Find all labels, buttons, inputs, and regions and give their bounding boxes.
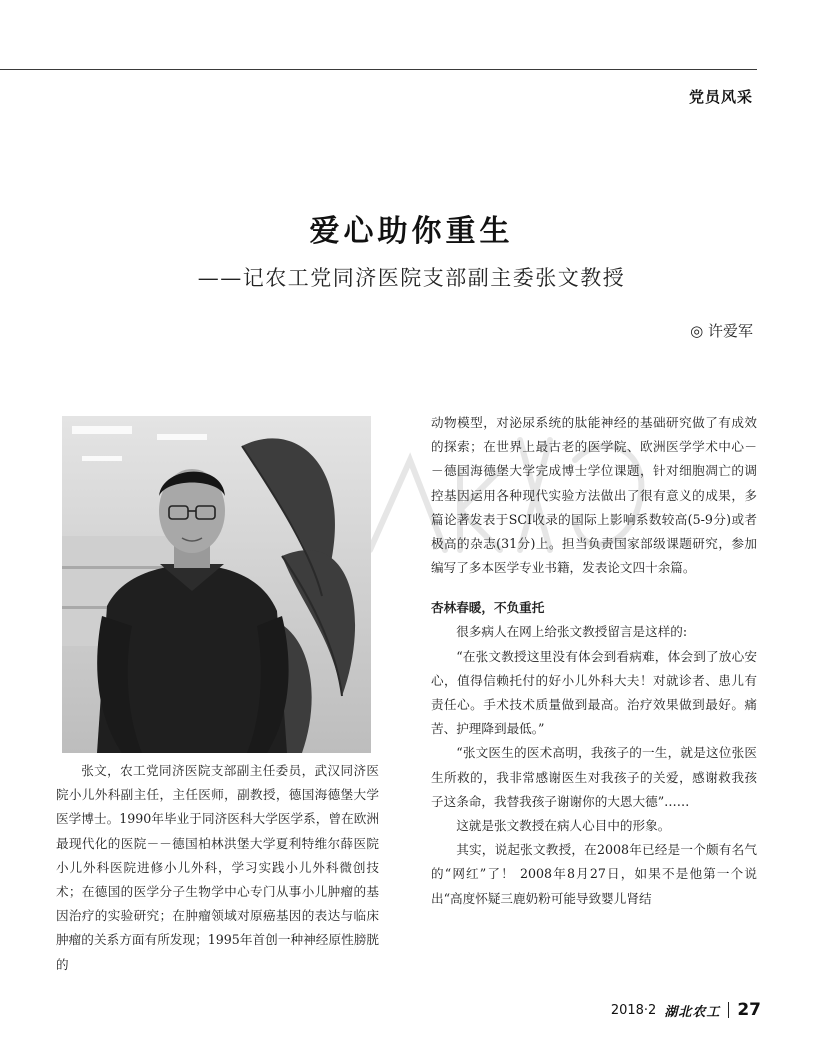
portrait-photo (62, 416, 371, 753)
page-number: 27 (737, 1000, 761, 1020)
article-subtitle: ——记农工党同济医院支部副主委张文教授 (197, 266, 626, 290)
body-paragraph: 张文，农工党同济医院支部副主任委员，武汉同济医院小儿外科副主任，主任医师，副教授，德国海德堡大学医学博士。1990年毕业于同济医科大学医学系，曾在欧洲最现代化的医院－－德国柏林洪堡大学夏利特维尔薛医院小儿外科医院进修小儿外科，学习实践小儿外科微创技术；在德国的医学分子生物学中心专门从事小儿肿瘤的基因治疗的实验研究；在肿瘤领域对原癌基因的表达与临床肿瘤的关系方面有所发现；1995年首创一种神经原性膀胱的 (56, 763, 379, 972)
body-paragraph: “张文医生的医术高明，我孩子的一生，就是这位张医生所救的，我非常感谢医生对我孩子的关爱，感谢救我孩子这条命，我替我孩子谢谢你的大恩大德”…… (431, 745, 757, 809)
issue-label: 2018·2 (610, 1002, 657, 1018)
header-rule (0, 69, 757, 70)
article-title: 爱心助你重生 (309, 214, 514, 249)
left-column-text (56, 759, 379, 977)
body-paragraph: 动物模型，对泌尿系统的肽能神经的基础研究做了有成效的探索；在世界上最古老的医学院、欧洲医学学术中心－－德国海德堡大学完成博士学位课题，针对细胞凋亡的调控基因运用各种现代实验方法做出了很有意义的成果，多篇论著发表于SCI收录的国际上影响系数较高(5-9分)或者极高的杂志(31分)上。担当负责国家部级课题研究，参加编写了多本医学专业书籍，发表论文四十余篇。 (431, 415, 757, 576)
body-paragraph: “在张文教授这里没有体会到看病难，体会到了放心安心，值得信赖托付的好小儿外科大夫！对就诊者、患儿有责任心。手术技术质量做到最高。治疗效果做到最好。痛苦、护理降到最低。” (431, 648, 757, 737)
footer-divider (728, 1002, 729, 1018)
body-paragraph: 这就是张文教授在病人心目中的形象。 (456, 818, 671, 834)
column-name: 党员风采 (688, 88, 753, 106)
portrait-illustration (62, 416, 371, 753)
section-heading: 杏林春暖，不负重托 (431, 600, 545, 616)
author-byline: ◎ 许爱军 (690, 322, 753, 340)
body-paragraph: 很多病人在网上给张文教授留言是这样的: (456, 624, 688, 640)
right-column-text (431, 411, 757, 911)
body-paragraph: 其实，说起张文教授，在2008年已经是一个颇有名气的“网红”了！ 2008年8月27日，如果不是他第一个说出“高度怀疑三鹿奶粉可能导致婴儿肾结 (431, 842, 757, 906)
page-footer (611, 1000, 761, 1020)
magazine-name: 湖北农工 (664, 1004, 721, 1020)
